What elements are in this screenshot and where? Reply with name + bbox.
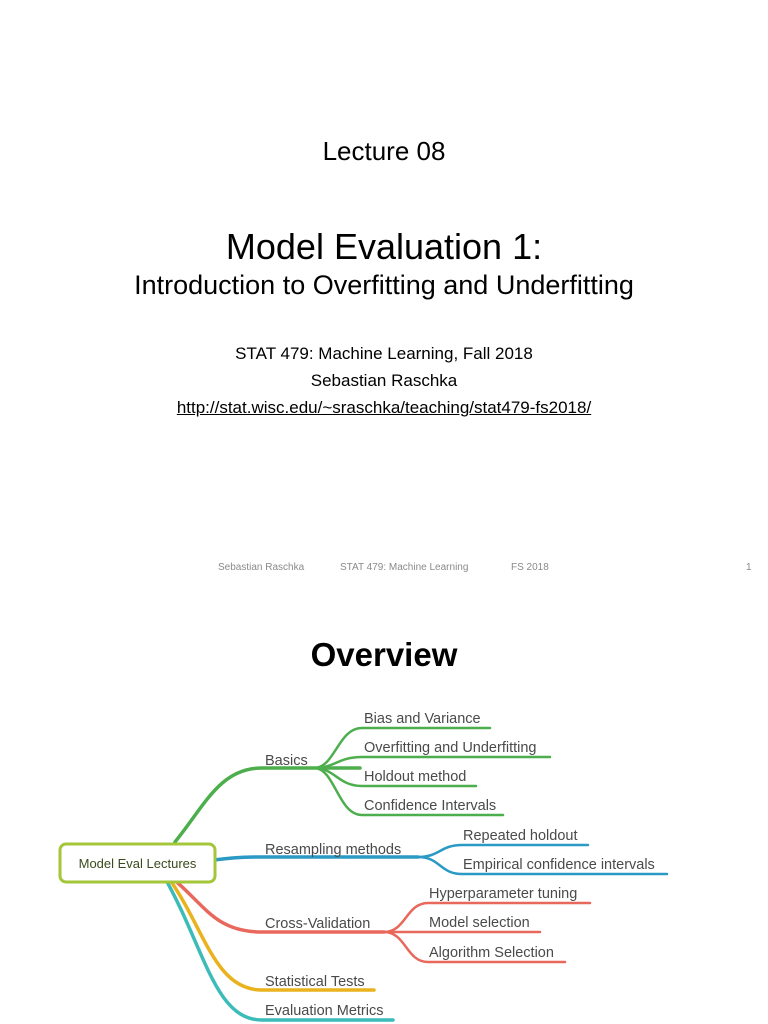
- cv-child-label: Model selection: [429, 915, 530, 931]
- edge-root-basics: [175, 768, 360, 842]
- slide-title: Model Evaluation 1:: [225, 226, 543, 267]
- basics-child-label: Holdout method: [364, 769, 467, 785]
- edge-resampling-1: [418, 845, 588, 857]
- branch-cv-label: Cross-Validation: [265, 916, 371, 932]
- resampling-child-label: Empirical confidence intervals: [463, 857, 655, 873]
- basics-child-label: Overfitting and Underfitting: [364, 740, 537, 756]
- root-node-label: Model Eval Lectures: [78, 856, 197, 871]
- edge-root-metrics: [166, 880, 393, 1020]
- footer-term: FS 2018: [511, 562, 549, 573]
- lecture-number: Lecture 08: [322, 136, 446, 166]
- branch-metrics-label: Evaluation Metrics: [265, 1003, 384, 1019]
- resampling-child-label: Repeated holdout: [463, 828, 578, 844]
- basics-child-label: Bias and Variance: [364, 711, 481, 727]
- author-name: Sebastian Raschka: [310, 371, 458, 390]
- mindmap: [0, 590, 768, 1024]
- branch-resampling-label: Resampling methods: [265, 842, 402, 858]
- overview-title: Overview: [310, 636, 458, 673]
- footer-author: Sebastian Raschka: [218, 562, 305, 573]
- footer-page-number: 1: [746, 562, 752, 573]
- basics-child-label: Confidence Intervals: [364, 798, 497, 814]
- course-name: STAT 479: Machine Learning, Fall 2018: [235, 344, 533, 363]
- branch-basics-label: Basics: [265, 753, 308, 769]
- footer-course: STAT 479: Machine Learning: [340, 562, 469, 573]
- slide-subtitle: Introduction to Overfitting and Underfitting: [134, 270, 634, 300]
- overview-slide: [0, 590, 768, 1024]
- cv-child-label: Algorithm Selection: [429, 945, 554, 961]
- branch-stats-label: Statistical Tests: [265, 974, 365, 990]
- cv-child-label: Hyperparameter tuning: [429, 886, 578, 902]
- course-url-link[interactable]: http://stat.wisc.edu/~sraschka/teaching/stat479-fs2018/: [176, 398, 592, 417]
